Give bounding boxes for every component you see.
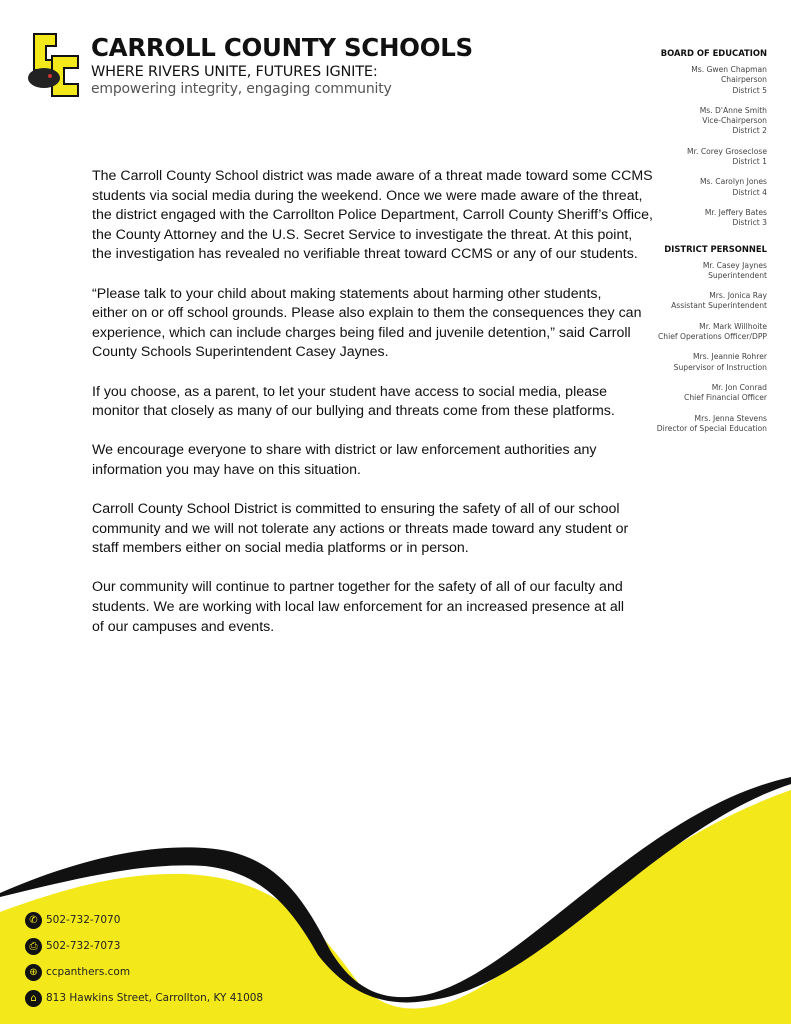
board-member <box>657 208 767 229</box>
personnel-heading: DISTRICT PERSONNEL <box>664 243 767 254</box>
member-role: District 4 <box>732 187 767 197</box>
member-name: Ms. Gwen Chapman <box>691 65 767 74</box>
contact-item <box>25 911 263 929</box>
contact-item <box>25 937 263 955</box>
member-role: District 3 <box>732 218 767 228</box>
board-member <box>657 147 767 168</box>
member-role: District 5 <box>732 85 767 95</box>
member-role: Vice-Chairperson <box>702 116 767 126</box>
paragraph: If you choose, as a parent, to let your student have access to social media, please monitor that closely as many of our bullying and threats come from these platforms. <box>92 383 615 420</box>
home-icon: ⌂ <box>25 990 42 1007</box>
member-role: Chief Operations Officer/DPP <box>658 332 767 342</box>
contact-item <box>25 963 263 981</box>
paragraph: The Carroll County School district was made aware of a threat made toward some CCMS students via social media during the weekend. Once we were made aware of the threat, the district engaged with the Carrollton Police Department, Carroll County Sheriff’s Office, the County Attorney and the U.S. Secret Service to investigate the threat. At this point, the investigation has revealed no verifiable threat toward CCMS or any of our students. <box>92 168 653 263</box>
subtagline: empowering integrity, engaging community <box>91 81 392 97</box>
member-name: Mr. Mark Willhoite <box>699 321 767 331</box>
member-name: Ms. Carolyn Jones <box>699 177 767 187</box>
member-role: Chief Financial Officer <box>684 393 767 403</box>
paragraph: Carroll County School District is committed to ensuring the safety of all of our school community and we will not tolerate any actions or threats made toward any student or staff members either on social media platforms or in person. <box>92 501 629 557</box>
tagline: WHERE RIVERS UNITE, FUTURES IGNITE: <box>91 64 378 80</box>
school-name: CARROLL COUNTY SCHOOLS <box>91 33 473 62</box>
personnel-member <box>657 414 767 435</box>
board-member <box>657 65 767 96</box>
personnel-member <box>657 352 767 373</box>
member-role: Assistant Superintendent <box>671 301 767 311</box>
paragraph: “Please talk to your child about making statements about harming other students, either on or off school grounds. Please also explain to them the consequences they can experience, which can include charges being filed and juvenile detention,” said Carroll County Schools Superintendent Casey Jaynes. <box>92 285 642 361</box>
personnel-member <box>657 322 767 343</box>
board-member <box>657 106 767 137</box>
personnel-member <box>657 291 767 312</box>
member-role: District 2 <box>732 126 767 136</box>
contact-text: 502-732-7073 <box>46 940 121 952</box>
cc-panther-logo <box>26 32 82 98</box>
contact-item <box>25 989 263 1007</box>
contact-text: 813 Hawkins Street, Carrollton, KY 41008 <box>46 992 264 1004</box>
paragraph: Our community will continue to partner together for the safety of all of our faculty and students. We are working with local law enforcement for an increased presence at all of our campuses and events. <box>92 579 625 635</box>
member-name: Mrs. Jenna Stevens <box>694 413 767 423</box>
contact-text: 502-732-7070 <box>46 914 121 926</box>
member-role: District 1 <box>732 157 767 167</box>
contact-text[interactable]: ccpanthers.com <box>46 966 131 978</box>
member-name: Ms. D'Anne Smith <box>699 105 767 115</box>
sidebar-directory <box>657 48 767 444</box>
phone-icon: ✆ <box>25 912 42 929</box>
globe-icon: ⊕ <box>25 964 42 981</box>
member-name: Mr. Casey Jaynes <box>702 260 767 270</box>
letter-body <box>92 167 662 657</box>
member-name: Mrs. Jonica Ray <box>709 291 767 301</box>
board-heading: BOARD OF EDUCATION <box>660 48 767 58</box>
member-name: Mrs. Jeannie Rohrer <box>693 352 767 362</box>
member-name: Mr. Jon Conrad <box>711 382 767 392</box>
member-role: Chairperson <box>720 75 767 85</box>
member-role: Supervisor of Instruction <box>673 362 767 372</box>
fax-icon: ⎙ <box>25 938 42 955</box>
member-name: Mr. Corey Groseclose <box>687 146 767 156</box>
member-role: Director of Special Education <box>656 423 767 433</box>
member-name: Mr. Jeffery Bates <box>704 207 767 217</box>
board-member <box>657 177 767 198</box>
personnel-member <box>657 261 767 282</box>
personnel-member <box>657 383 767 404</box>
paragraph: We encourage everyone to share with district or law enforcement authorities any information you may have on this situation. <box>92 442 597 478</box>
member-role: Superintendent <box>708 270 767 280</box>
contact-list <box>25 911 263 1015</box>
